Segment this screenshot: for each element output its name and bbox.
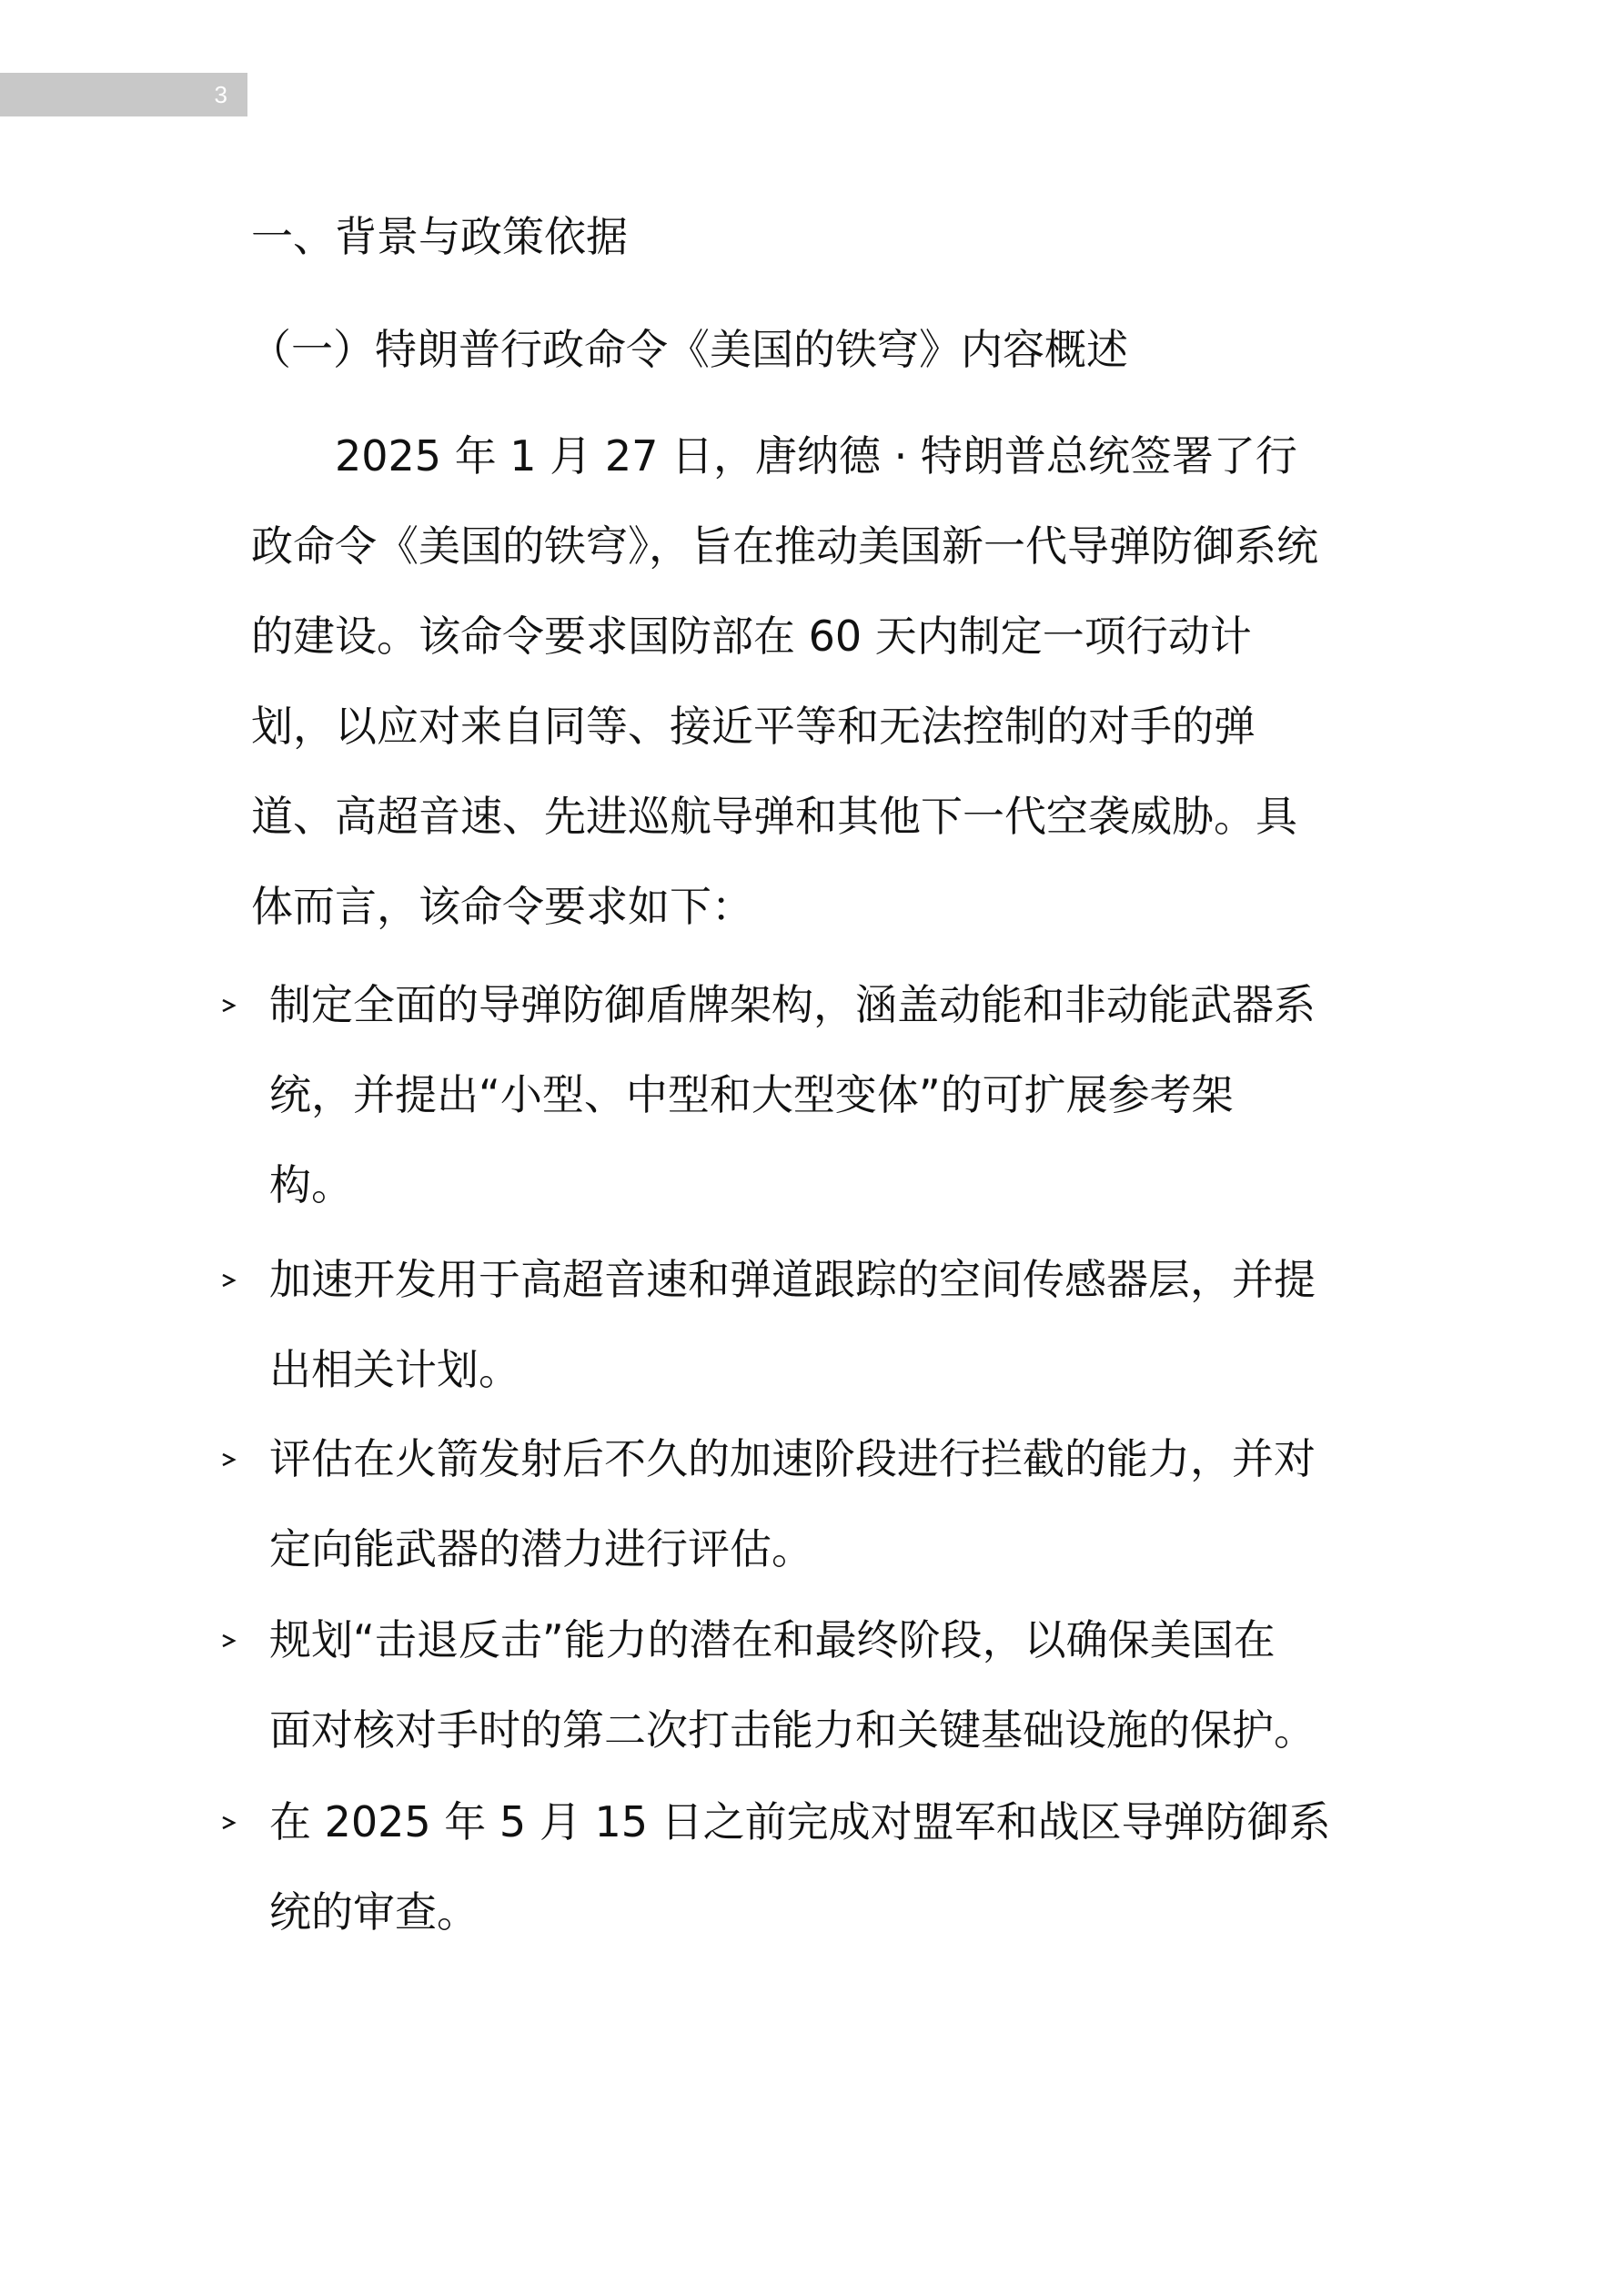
paragraph-line: 体而言，该命令要求如下： xyxy=(251,882,753,931)
list-item-line: 定向能武器的潜力进行评估。 xyxy=(269,1524,813,1573)
chevron-right-icon xyxy=(215,1235,242,1325)
list-item-text xyxy=(269,1777,1416,1957)
paragraph-line: 2025 年 1 月 27 日，唐纳德 · 特朗普总统签署了行 xyxy=(335,431,1297,480)
list-item-line: 制定全面的导弹防御盾牌架构，涵盖动能和非动能武器系 xyxy=(269,980,1316,1029)
list-item-line: 加速开发用于高超音速和弹道跟踪的空间传感器层，并提 xyxy=(269,1255,1316,1304)
intro-paragraph xyxy=(251,411,1370,952)
chevron-right-icon xyxy=(215,1777,242,1867)
paragraph-line: 政命令《美国的铁穹》，旨在推动美国新一代导弹防御系统 xyxy=(251,521,1318,571)
page-number-tab xyxy=(0,73,247,116)
list-item-line: 构。 xyxy=(269,1160,353,1209)
chevron-right-icon xyxy=(215,960,242,1050)
chevron-right-icon xyxy=(215,1414,242,1504)
page-number: 3 xyxy=(214,81,227,108)
chevron-right-icon xyxy=(215,1595,242,1685)
list-item-text xyxy=(269,1235,1416,1415)
list-item-text xyxy=(269,1595,1416,1775)
list-item-line: 在 2025 年 5 月 15 日之前完成对盟军和战区导弹防御系 xyxy=(269,1797,1331,1846)
section-heading: 一、背景与政策依据 xyxy=(251,212,628,261)
list-item-line: 统，并提出“小型、中型和大型变体”的可扩展参考架 xyxy=(269,1070,1234,1119)
list-item-line: 规划“击退反击”能力的潜在和最终阶段，以确保美国在 xyxy=(269,1615,1276,1664)
list-item-line: 出相关计划。 xyxy=(269,1345,520,1394)
paragraph-line: 道、高超音速、先进巡航导弹和其他下一代空袭威胁。具 xyxy=(251,792,1297,841)
paragraph-line: 的建设。该命令要求国防部在 60 天内制定一项行动计 xyxy=(251,612,1252,661)
list-item-line: 评估在火箭发射后不久的加速阶段进行拦截的能力，并对 xyxy=(269,1434,1316,1483)
list-item-line: 面对核对手时的第二次打击能力和关键基础设施的保护。 xyxy=(269,1705,1316,1755)
list-item-text xyxy=(269,1414,1416,1594)
list-item-line: 统的审查。 xyxy=(269,1887,479,1937)
list-item-text xyxy=(269,960,1416,1230)
paragraph-line: 划，以应对来自同等、接近平等和无法控制的对手的弹 xyxy=(251,702,1256,751)
subsection-heading: （一）特朗普行政命令《美国的铁穹》内容概述 xyxy=(249,325,1128,374)
